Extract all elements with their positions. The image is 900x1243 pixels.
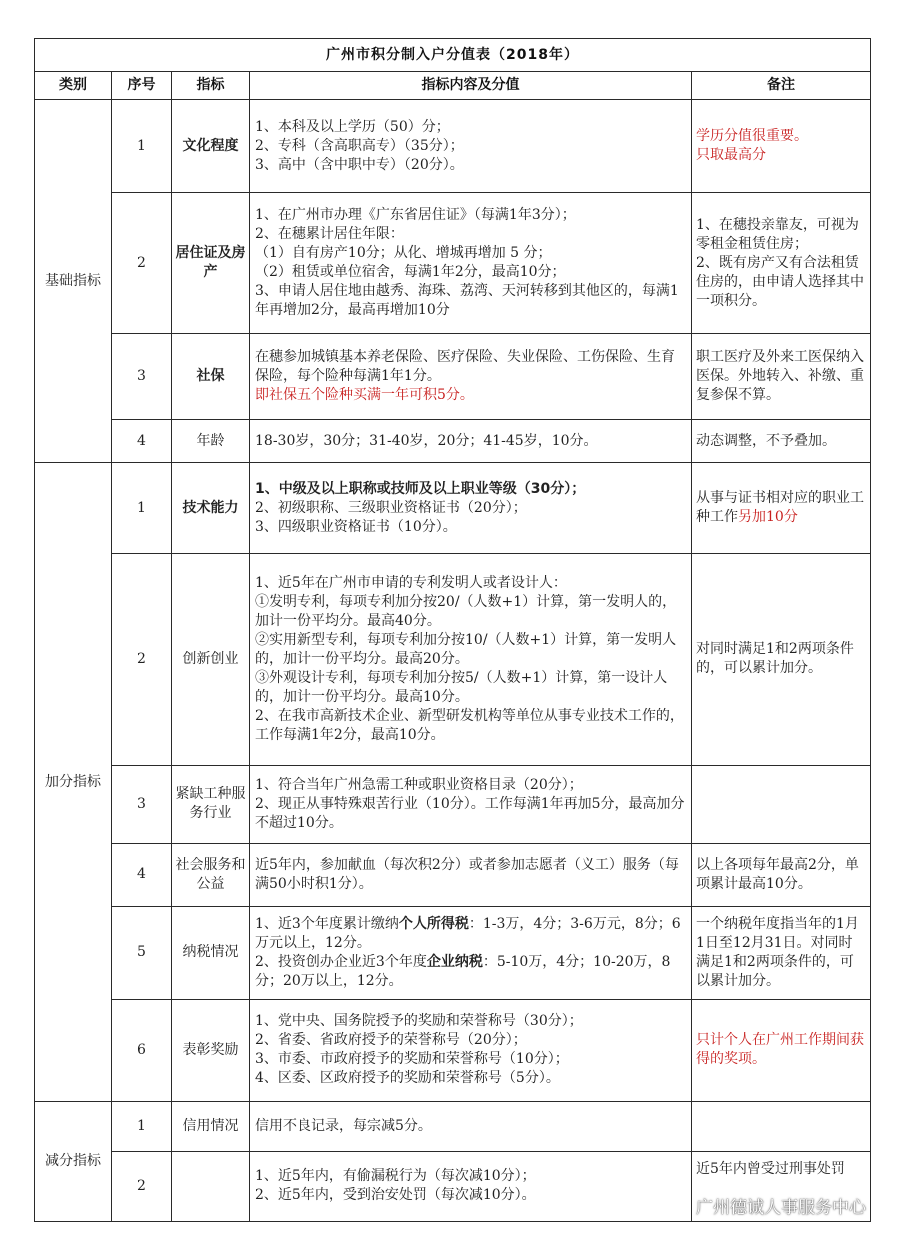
indicator-public-service: 社会服务和公益: [172, 843, 250, 906]
content-text: 1、近3个年度累计缴纳: [255, 915, 399, 932]
content-bold: 企业纳税: [426, 953, 483, 970]
table-row: [35, 906, 871, 999]
content-residence: [250, 193, 692, 334]
indicator-social-security: 社保: [172, 334, 250, 420]
content-line: ①发明专利，每项专利加分按20/（人数+1）计算，第一发明人的，加计一份平均分。最高40分。: [255, 593, 677, 629]
content-line: 2、专科（含高职高专）（35分）；: [255, 137, 464, 154]
table-row: [35, 1101, 871, 1151]
content-line: 1、本科及以上学历（50）分；: [255, 118, 450, 135]
remark-shortage: [692, 765, 871, 843]
indicator-innovation: 创新创业: [172, 554, 250, 765]
row-seq: 5: [112, 906, 172, 999]
table-row: [35, 420, 871, 463]
content-text: 2、投资创办企业近3个年度: [255, 953, 427, 970]
content-line: 1、在广州市办理《广东省居住证》（每满1年3分）；: [255, 207, 576, 224]
content-line: 1、党中央、国务院授予的奖励和荣誉称号（30分）；: [255, 1013, 583, 1030]
content-tax: [250, 906, 692, 999]
table-row: [35, 100, 871, 193]
content-line: ③外观设计专利，每项专利加分按5/（人数+1）计算，第一设计人的，加计一份平均分。最高10分。: [255, 669, 668, 705]
remark-text: 从事与证书相对应的职业工种工作: [696, 490, 864, 526]
remark-innovation: 对同时满足1和2两项条件的，可以累计加分。: [692, 554, 871, 765]
content-public-service: 近5年内，参加献血（每次积2分）或者参加志愿者（义工）服务（每满50小时积1分）。: [250, 843, 692, 906]
remark-tax: 一个纳税年度指当年的1月1日至12月31日。对同时满足1和2两项条件的，可以累计加分。: [692, 906, 871, 999]
content-line: [255, 915, 687, 953]
indicator-skill: 技术能力: [172, 463, 250, 554]
content-awards: [250, 999, 692, 1101]
table-row: [35, 765, 871, 843]
remark-line: 2、既有房产又有合法租赁住房的，由申请人选择其中一项积分。: [696, 254, 864, 309]
indicator-shortage: 紧缺工种服务行业: [172, 765, 250, 843]
remark-skill: [692, 463, 871, 554]
header-seq: 序号: [112, 72, 172, 100]
content-line: 3、市委、市政府授予的奖励和荣誉称号（10分）；: [255, 1051, 569, 1068]
row-seq: 4: [112, 420, 172, 463]
content-text: ：1-3万，4分；3-6万元，8分；6万元以上，12分。: [255, 915, 681, 951]
score-table: [34, 38, 871, 1222]
wechat-icon: [664, 1195, 690, 1215]
header-remark: 备注: [692, 72, 871, 100]
content-text: 在穗参加城镇基本养老保险、医疗保险、失业保险、工伤保险、生育保险，每个险种每满1年1分。: [255, 349, 675, 385]
remark-age: 动态调整，不予叠加。: [692, 420, 871, 463]
header-content: 指标内容及分值: [250, 72, 692, 100]
table-row: [35, 999, 871, 1101]
indicator-age: 年龄: [172, 420, 250, 463]
watermark: [616, 1190, 866, 1220]
category-deduct: 减分指标: [35, 1101, 112, 1221]
indicator-awards: 表彰奖励: [172, 999, 250, 1101]
row-seq: 2: [112, 554, 172, 765]
content-highlight: 即社保五个险种买满一年可积5分。: [255, 387, 474, 404]
row-seq: 2: [112, 193, 172, 334]
content-line: 1、符合当年广州急需工种或职业资格目录（20分）；: [255, 776, 583, 793]
row-seq: 2: [112, 1151, 172, 1221]
remark-line: 1、在穗投亲靠友，可视为零租金租赁住房；: [696, 216, 859, 252]
indicator-tax: 纳税情况: [172, 906, 250, 999]
header-indicator: 指标: [172, 72, 250, 100]
row-seq: 3: [112, 334, 172, 420]
content-line: 3、申请人居住地由越秀、海珠、荔湾、天河转移到其他区的，每满1年再增加2分，最高再增加10分: [255, 283, 679, 319]
remark-credit: [692, 1101, 871, 1151]
content-age: 18-30岁，30分；31-40岁，20分；41-45岁，10分。: [250, 420, 692, 463]
table-row: [35, 843, 871, 906]
content-line: 2、省委、省政府授予的荣誉称号（20分）；: [255, 1032, 527, 1049]
row-seq: 1: [112, 463, 172, 554]
content-innovation: [250, 554, 692, 765]
remark-public-service: 以上各项每年最高2分，单项累计最高10分。: [692, 843, 871, 906]
content-line: ②实用新型专利，每项专利加分按10/（人数+1）计算，第一发明人的，加计一份平均分。最高20分。: [255, 631, 677, 667]
category-bonus: 加分指标: [35, 463, 112, 1102]
content-education: [250, 100, 692, 193]
content-credit: 信用不良记录，每宗减5分。: [250, 1101, 692, 1151]
page-title: 广州市积分制入户分值表（2018年）: [35, 39, 871, 72]
remark-education: [692, 100, 871, 193]
watermark-text: 广州德诚人事服务中心: [696, 1197, 866, 1218]
content-line: 1、近5年在广州市申请的专利发明人或者设计人：: [255, 574, 567, 591]
category-basic: 基础指标: [35, 100, 112, 463]
row-seq: 1: [112, 1101, 172, 1151]
indicator-residence: 居住证及房产: [172, 193, 250, 334]
content-line: 1、近5年内，有偷漏税行为（每次减10分）；: [255, 1168, 536, 1185]
content-line: （2）租赁或单位宿舍，每满1年2分，最高10分；: [255, 264, 566, 281]
content-line-bold: 1、中级及以上职称或技师及以上职业等级（30分）；: [255, 480, 586, 497]
content-bold: 个人所得税: [398, 915, 469, 932]
content-line: 3、高中（含中职中专）（20分）。: [255, 156, 464, 173]
indicator-violations: [172, 1151, 250, 1221]
remark-residence: [692, 193, 871, 334]
remark-line: 学历分值很重要。: [696, 128, 808, 145]
header-category: 类别: [35, 72, 112, 100]
content-shortage: [250, 765, 692, 843]
content-line: 2、近5年内，受到治安处罚（每次减10分）。: [255, 1187, 536, 1204]
content-line: 2、在我市高新技术企业、新型研发机构等单位从事专业技术工作的，工作每满1年2分，最高10分。: [255, 707, 684, 743]
remark-highlight: 另加10分: [738, 509, 798, 526]
content-line: 2、在穗累计居住年限：: [255, 226, 404, 243]
row-seq: 4: [112, 843, 172, 906]
remark-line: 只取最高分: [696, 147, 766, 164]
content-line: 2、现正从事特殊艰苦行业（10分）。工作每满1年再加5分，最高加分不超过10分。: [255, 795, 685, 831]
remark-violations: 近5年内曾受过刑事处罚: [692, 1151, 871, 1221]
content-social-security: [250, 334, 692, 420]
content-line: 4、区委、区政府授予的奖励和荣誉称号（5分）。: [255, 1070, 560, 1087]
content-line: 2、初级职称、三级职业资格证书（20分）；: [255, 499, 527, 516]
row-seq: 3: [112, 765, 172, 843]
content-line: （1）自有房产10分；从化、增城再增加 5 分；: [255, 245, 552, 262]
content-text: ：5-10万，4分；10-20万，8分；20万以上，12分。: [255, 953, 671, 989]
indicator-education: 文化程度: [172, 100, 250, 193]
row-seq: 1: [112, 100, 172, 193]
content-skill: [250, 463, 692, 554]
remark-awards: 只计个人在广州工作期间获得的奖项。: [692, 999, 871, 1101]
table-row: [35, 193, 871, 334]
table-row: [35, 554, 871, 765]
remark-social-security: 职工医疗及外来工医保纳入医保。外地转入、补缴、重复参保不算。: [692, 334, 871, 420]
table-row: [35, 463, 871, 554]
indicator-credit: 信用情况: [172, 1101, 250, 1151]
row-seq: 6: [112, 999, 172, 1101]
content-line: 3、四级职业资格证书（10分）。: [255, 518, 457, 535]
table-row: [35, 334, 871, 420]
content-line: [255, 953, 687, 991]
